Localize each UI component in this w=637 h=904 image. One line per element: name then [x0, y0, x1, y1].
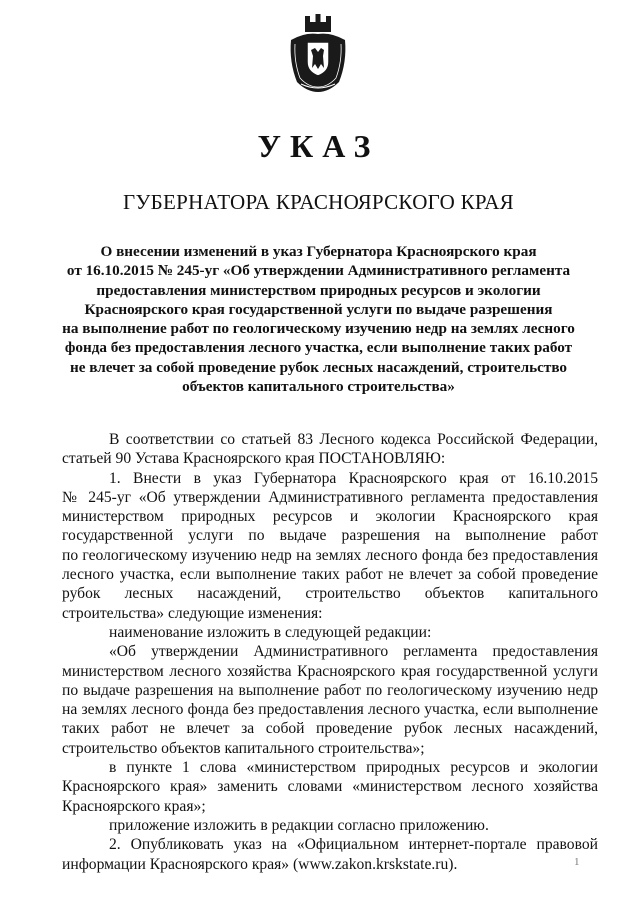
- decree-body: [62, 430, 598, 874]
- body-line: в пункте 1 слова «министерством природных ресурсов и экологии: [109, 759, 598, 777]
- body-line: В соответствии со статьей 83 Лесного кодекса Российской Федерации,: [109, 431, 598, 448]
- heading-line: не влечет за собой проведение рубок лесных насаждений, строительство: [69, 358, 568, 376]
- body-line: государственной услуги по выдаче разрешения на выполнение работ: [62, 527, 598, 545]
- body-line: по геологическому изучению недр на землях лесного фонда без предоставления: [62, 546, 598, 564]
- body-line: лесного участка, если выполнение таких работ не влечет за собой проведение: [62, 566, 598, 584]
- body-line: наименование изложить в следующей редакции:: [109, 623, 432, 641]
- coat-of-arms-icon: [287, 12, 349, 94]
- body-line: Красноярского края» заменить словами «министерством лесного хозяйства: [62, 778, 598, 796]
- decree-title: УКАЗ: [257, 128, 380, 164]
- decree-issuer: ГУБЕРНАТОРА КРАСНОЯРСКОГО КРАЯ: [123, 190, 514, 214]
- heading-line: Красноярского края государственной услуги по выдаче разрешения: [84, 300, 553, 318]
- body-line: по выдаче разрешения на выполнение работ по геологическому изучению недр: [62, 681, 598, 699]
- body-line: «Об утверждении Административного регламента предоставления: [109, 643, 598, 661]
- body-line: министерством лесного хозяйства Красноярского края государственной услуги: [62, 662, 598, 680]
- body-line: рубок лесных насаждений, строительство объектов капитального: [62, 585, 598, 603]
- body-line: № 245-уг «Об утверждении Административного регламента предоставления: [62, 488, 598, 506]
- heading-line: на выполнение работ по геологическому изучению недр на землях лесного: [62, 320, 575, 338]
- body-line: министерством природных ресурсов и экологии Красноярского края: [62, 508, 598, 526]
- heading-line: предоставления министерством природных ресурсов и экологии: [96, 281, 541, 299]
- body-line: строительство объектов капитального строительства»;: [62, 739, 425, 757]
- body-line: на землях лесного фонда без предоставления лесного участка, если выполнение: [62, 701, 598, 719]
- heading-line: О внесении изменений в указ Губернатора Красноярского края: [100, 243, 537, 260]
- body-line: 1. Внести в указ Губернатора Красноярского края от 16.10.2015: [109, 469, 598, 487]
- body-line: статьей 90 Устава Красноярского края ПОСТАНОВЛЯЮ:: [62, 450, 446, 468]
- heading-line: от 16.10.2015 № 245-уг «Об утверждении Административного регламента: [66, 262, 571, 280]
- body-line: информации Красноярского края» (www.zakon.krskstate.ru).: [62, 855, 458, 873]
- body-line: таких работ не влечет за собой проведение рубок лесных насаждений,: [62, 720, 598, 738]
- heading-line: фонда без предоставления лесного участка, если выполнение таких работ: [64, 339, 573, 357]
- decree-heading: [60, 242, 577, 396]
- body-line: приложение изложить в редакции согласно приложению.: [109, 816, 489, 834]
- page-mark: 1: [574, 856, 580, 868]
- heading-line: объектов капитального строительства»: [182, 378, 455, 396]
- body-line: Красноярского края»;: [62, 797, 206, 815]
- body-line: строительства» следующие изменения:: [62, 604, 323, 622]
- body-line: 2. Опубликовать указ на «Официальном интернет-портале правовой: [109, 836, 598, 854]
